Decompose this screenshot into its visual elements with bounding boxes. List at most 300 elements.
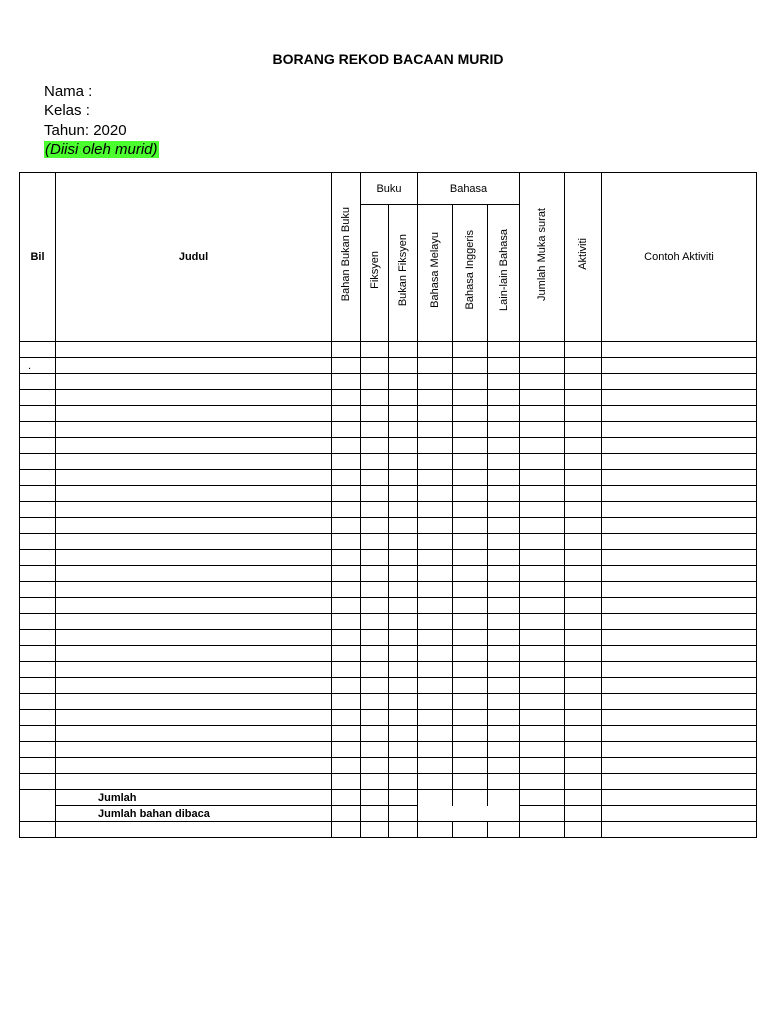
table-cell[interactable] <box>361 726 389 742</box>
table-cell[interactable] <box>602 662 757 678</box>
table-cell[interactable] <box>565 774 602 790</box>
table-cell[interactable] <box>453 678 488 694</box>
table-cell[interactable] <box>453 710 488 726</box>
table-cell[interactable] <box>56 358 332 374</box>
table-cell[interactable] <box>389 646 418 662</box>
table-cell[interactable] <box>361 806 389 822</box>
table-cell[interactable] <box>361 566 389 582</box>
table-cell[interactable] <box>418 342 453 358</box>
table-cell[interactable] <box>565 694 602 710</box>
table-cell[interactable] <box>389 598 418 614</box>
table-cell[interactable] <box>565 390 602 406</box>
table-cell[interactable] <box>56 374 332 390</box>
table-cell[interactable] <box>20 726 56 742</box>
table-cell[interactable] <box>520 454 565 470</box>
table-cell[interactable] <box>389 678 418 694</box>
table-cell[interactable] <box>520 822 565 838</box>
table-cell[interactable] <box>488 598 520 614</box>
table-cell[interactable] <box>488 454 520 470</box>
table-cell[interactable] <box>20 662 56 678</box>
table-cell[interactable] <box>488 742 520 758</box>
table-cell[interactable] <box>488 566 520 582</box>
table-cell[interactable] <box>20 678 56 694</box>
table-cell[interactable] <box>565 406 602 422</box>
table-cell[interactable] <box>20 406 56 422</box>
table-cell[interactable] <box>389 454 418 470</box>
table-cell[interactable] <box>565 630 602 646</box>
table-cell[interactable] <box>453 390 488 406</box>
table-cell[interactable] <box>389 742 418 758</box>
table-cell[interactable] <box>361 358 389 374</box>
table-cell[interactable] <box>20 502 56 518</box>
table-cell[interactable] <box>20 694 56 710</box>
table-cell[interactable] <box>488 342 520 358</box>
table-cell[interactable] <box>565 790 602 806</box>
table-cell[interactable] <box>56 502 332 518</box>
table-cell[interactable] <box>602 358 757 374</box>
table-cell[interactable] <box>488 406 520 422</box>
table-cell[interactable] <box>361 422 389 438</box>
table-cell[interactable] <box>418 534 453 550</box>
table-cell[interactable] <box>361 662 389 678</box>
table-cell[interactable] <box>565 646 602 662</box>
table-cell[interactable] <box>520 630 565 646</box>
table-cell[interactable] <box>453 566 488 582</box>
table-cell[interactable] <box>56 342 332 358</box>
table-cell[interactable] <box>488 774 520 790</box>
table-cell[interactable] <box>56 390 332 406</box>
table-cell[interactable] <box>565 598 602 614</box>
table-cell[interactable] <box>361 790 389 806</box>
table-cell[interactable] <box>418 710 453 726</box>
table-cell[interactable] <box>488 790 520 806</box>
table-cell[interactable] <box>56 534 332 550</box>
table-cell[interactable] <box>520 502 565 518</box>
table-cell[interactable] <box>418 374 453 390</box>
table-cell[interactable] <box>361 582 389 598</box>
table-cell[interactable] <box>602 566 757 582</box>
table-cell[interactable] <box>361 550 389 566</box>
table-cell[interactable] <box>332 486 361 502</box>
table-cell[interactable] <box>418 614 453 630</box>
table-cell[interactable] <box>20 822 56 838</box>
table-cell[interactable] <box>389 438 418 454</box>
table-cell[interactable] <box>565 502 602 518</box>
table-cell[interactable] <box>389 614 418 630</box>
table-cell[interactable] <box>418 630 453 646</box>
table-cell[interactable] <box>20 582 56 598</box>
table-cell[interactable] <box>332 502 361 518</box>
table-cell[interactable] <box>20 710 56 726</box>
table-cell[interactable] <box>361 598 389 614</box>
table-cell[interactable] <box>565 534 602 550</box>
table-cell[interactable] <box>565 758 602 774</box>
table-cell[interactable] <box>520 582 565 598</box>
table-cell[interactable] <box>389 822 418 838</box>
table-cell[interactable] <box>453 470 488 486</box>
table-cell[interactable] <box>20 614 56 630</box>
table-cell[interactable] <box>602 454 757 470</box>
table-cell[interactable] <box>565 822 602 838</box>
table-cell[interactable] <box>361 390 389 406</box>
table-cell[interactable] <box>520 550 565 566</box>
table-cell[interactable] <box>389 726 418 742</box>
table-cell[interactable] <box>56 822 332 838</box>
table-cell[interactable] <box>20 646 56 662</box>
table-cell[interactable] <box>389 694 418 710</box>
table-cell[interactable] <box>332 454 361 470</box>
table-cell[interactable] <box>602 790 757 806</box>
table-cell[interactable] <box>602 614 757 630</box>
table-cell[interactable] <box>418 518 453 534</box>
table-cell[interactable] <box>389 790 418 806</box>
table-cell[interactable] <box>520 726 565 742</box>
table-cell[interactable] <box>488 694 520 710</box>
table-cell[interactable] <box>56 486 332 502</box>
table-cell[interactable] <box>418 502 453 518</box>
table-cell[interactable] <box>389 550 418 566</box>
table-cell[interactable] <box>520 422 565 438</box>
table-cell[interactable] <box>453 438 488 454</box>
table-cell[interactable] <box>361 630 389 646</box>
table-cell[interactable] <box>453 582 488 598</box>
table-cell[interactable] <box>453 646 488 662</box>
table-cell[interactable] <box>453 342 488 358</box>
table-cell[interactable] <box>332 678 361 694</box>
table-cell[interactable] <box>520 534 565 550</box>
table-cell[interactable] <box>488 374 520 390</box>
table-cell[interactable] <box>418 646 453 662</box>
table-cell[interactable] <box>56 406 332 422</box>
table-cell[interactable] <box>418 390 453 406</box>
table-cell[interactable] <box>520 710 565 726</box>
table-cell[interactable] <box>453 662 488 678</box>
table-cell[interactable] <box>389 710 418 726</box>
table-cell[interactable] <box>20 486 56 502</box>
table-cell[interactable] <box>389 342 418 358</box>
table-cell[interactable] <box>602 470 757 486</box>
table-cell[interactable] <box>520 566 565 582</box>
table-cell[interactable] <box>332 758 361 774</box>
table-cell[interactable] <box>418 678 453 694</box>
table-cell[interactable] <box>520 390 565 406</box>
table-cell[interactable] <box>361 822 389 838</box>
table-cell[interactable] <box>361 406 389 422</box>
table-cell[interactable] <box>418 806 520 822</box>
table-cell[interactable] <box>361 710 389 726</box>
table-cell[interactable] <box>520 774 565 790</box>
table-cell[interactable] <box>418 758 453 774</box>
table-cell[interactable] <box>565 358 602 374</box>
table-cell[interactable] <box>56 422 332 438</box>
table-cell[interactable] <box>361 646 389 662</box>
table-cell[interactable] <box>20 454 56 470</box>
table-cell[interactable] <box>389 806 418 822</box>
table-cell[interactable] <box>565 678 602 694</box>
table-cell[interactable] <box>602 374 757 390</box>
table-cell[interactable] <box>20 598 56 614</box>
table-cell[interactable] <box>565 806 602 822</box>
table-cell[interactable] <box>565 422 602 438</box>
table-cell[interactable] <box>389 518 418 534</box>
table-cell[interactable] <box>20 550 56 566</box>
table-cell[interactable] <box>418 566 453 582</box>
table-cell[interactable] <box>488 726 520 742</box>
table-cell[interactable] <box>602 822 757 838</box>
table-cell[interactable] <box>520 358 565 374</box>
table-cell[interactable] <box>418 694 453 710</box>
table-cell[interactable] <box>20 374 56 390</box>
table-cell[interactable] <box>20 774 56 790</box>
table-cell[interactable] <box>389 406 418 422</box>
table-cell[interactable] <box>520 614 565 630</box>
table-cell[interactable] <box>602 598 757 614</box>
table-cell[interactable] <box>56 694 332 710</box>
table-cell[interactable] <box>488 710 520 726</box>
table-cell[interactable] <box>20 470 56 486</box>
table-cell[interactable] <box>56 582 332 598</box>
table-cell[interactable] <box>361 438 389 454</box>
table-cell[interactable] <box>332 790 361 806</box>
table-cell[interactable] <box>332 390 361 406</box>
table-cell[interactable] <box>361 534 389 550</box>
table-cell[interactable] <box>418 822 453 838</box>
table-cell[interactable] <box>488 678 520 694</box>
table-cell[interactable] <box>520 790 565 806</box>
table-cell[interactable] <box>361 342 389 358</box>
table-cell[interactable] <box>20 438 56 454</box>
table-cell[interactable] <box>453 822 488 838</box>
table-cell[interactable] <box>389 630 418 646</box>
table-cell[interactable] <box>520 518 565 534</box>
table-cell[interactable] <box>602 438 757 454</box>
table-cell[interactable] <box>602 678 757 694</box>
table-cell[interactable] <box>453 550 488 566</box>
table-cell[interactable] <box>332 534 361 550</box>
table-cell[interactable] <box>602 502 757 518</box>
table-cell[interactable] <box>418 470 453 486</box>
table-cell[interactable] <box>56 710 332 726</box>
table-cell[interactable] <box>453 694 488 710</box>
table-cell[interactable] <box>20 342 56 358</box>
table-cell[interactable] <box>453 454 488 470</box>
table-cell[interactable] <box>565 710 602 726</box>
table-cell[interactable] <box>520 662 565 678</box>
table-cell[interactable] <box>418 358 453 374</box>
table-cell[interactable] <box>418 662 453 678</box>
table-cell[interactable] <box>565 662 602 678</box>
table-cell[interactable] <box>389 534 418 550</box>
table-cell[interactable] <box>332 742 361 758</box>
table-cell[interactable] <box>332 582 361 598</box>
table-cell[interactable] <box>389 758 418 774</box>
table-cell[interactable] <box>453 726 488 742</box>
table-cell[interactable] <box>361 614 389 630</box>
table-cell[interactable] <box>56 742 332 758</box>
table-cell[interactable] <box>418 582 453 598</box>
table-cell[interactable] <box>418 422 453 438</box>
table-cell[interactable] <box>520 406 565 422</box>
table-cell[interactable] <box>565 742 602 758</box>
table-cell[interactable] <box>332 422 361 438</box>
table-cell[interactable] <box>332 822 361 838</box>
table-cell[interactable] <box>565 550 602 566</box>
table-cell[interactable] <box>565 374 602 390</box>
table-cell[interactable] <box>488 582 520 598</box>
table-cell[interactable] <box>332 342 361 358</box>
table-cell[interactable] <box>418 406 453 422</box>
table-cell[interactable] <box>56 598 332 614</box>
table-cell[interactable] <box>602 582 757 598</box>
table-cell[interactable] <box>389 774 418 790</box>
table-cell[interactable] <box>602 774 757 790</box>
table-cell[interactable] <box>389 662 418 678</box>
table-cell[interactable] <box>488 438 520 454</box>
table-cell[interactable] <box>389 582 418 598</box>
table-cell[interactable] <box>520 342 565 358</box>
table-cell[interactable] <box>332 598 361 614</box>
table-cell[interactable] <box>332 550 361 566</box>
table-cell[interactable] <box>361 774 389 790</box>
table-cell[interactable] <box>418 454 453 470</box>
table-cell[interactable] <box>361 694 389 710</box>
table-cell[interactable] <box>520 806 565 822</box>
table-cell[interactable] <box>488 502 520 518</box>
table-cell[interactable] <box>332 438 361 454</box>
table-cell[interactable] <box>389 502 418 518</box>
table-cell[interactable] <box>602 518 757 534</box>
table-cell[interactable] <box>56 550 332 566</box>
table-cell[interactable] <box>332 518 361 534</box>
table-cell[interactable] <box>20 518 56 534</box>
table-cell[interactable] <box>56 518 332 534</box>
table-cell[interactable] <box>488 646 520 662</box>
table-cell[interactable] <box>332 614 361 630</box>
table-cell[interactable] <box>602 550 757 566</box>
table-cell[interactable] <box>565 582 602 598</box>
table-cell[interactable] <box>361 486 389 502</box>
table-cell[interactable] <box>418 550 453 566</box>
table-cell[interactable] <box>20 390 56 406</box>
table-cell[interactable] <box>453 774 488 790</box>
table-cell[interactable] <box>389 470 418 486</box>
table-cell[interactable] <box>56 774 332 790</box>
table-cell[interactable] <box>488 358 520 374</box>
table-cell[interactable] <box>520 758 565 774</box>
table-cell[interactable] <box>520 678 565 694</box>
table-cell[interactable] <box>453 486 488 502</box>
table-cell[interactable] <box>602 742 757 758</box>
table-cell[interactable] <box>332 374 361 390</box>
table-cell[interactable] <box>565 726 602 742</box>
table-cell[interactable] <box>332 566 361 582</box>
table-cell[interactable] <box>332 710 361 726</box>
table-cell[interactable] <box>56 454 332 470</box>
table-cell[interactable] <box>520 694 565 710</box>
table-cell[interactable] <box>488 662 520 678</box>
table-cell[interactable] <box>56 614 332 630</box>
table-cell[interactable] <box>565 486 602 502</box>
table-cell[interactable] <box>418 486 453 502</box>
table-cell[interactable] <box>602 534 757 550</box>
table-cell[interactable] <box>602 486 757 502</box>
table-cell[interactable] <box>488 470 520 486</box>
table-cell[interactable] <box>332 470 361 486</box>
table-cell[interactable] <box>332 358 361 374</box>
table-cell[interactable] <box>389 566 418 582</box>
table-cell[interactable] <box>56 646 332 662</box>
table-cell[interactable] <box>453 358 488 374</box>
table-cell[interactable] <box>361 374 389 390</box>
table-cell[interactable] <box>332 646 361 662</box>
table-cell[interactable] <box>389 422 418 438</box>
table-cell[interactable] <box>520 470 565 486</box>
table-cell[interactable] <box>453 502 488 518</box>
table-cell[interactable] <box>361 502 389 518</box>
table-cell[interactable] <box>20 534 56 550</box>
table-cell[interactable] <box>418 742 453 758</box>
table-cell[interactable] <box>488 550 520 566</box>
table-cell[interactable] <box>520 486 565 502</box>
table-cell[interactable] <box>453 614 488 630</box>
table-cell[interactable] <box>520 374 565 390</box>
table-cell[interactable] <box>488 758 520 774</box>
table-cell[interactable] <box>20 742 56 758</box>
table-cell[interactable] <box>332 726 361 742</box>
table-cell[interactable] <box>453 630 488 646</box>
table-cell[interactable] <box>56 678 332 694</box>
table-cell[interactable] <box>602 758 757 774</box>
table-cell[interactable] <box>389 374 418 390</box>
table-cell[interactable] <box>332 406 361 422</box>
table-cell[interactable] <box>332 774 361 790</box>
table-cell[interactable] <box>332 662 361 678</box>
table-cell[interactable] <box>20 758 56 774</box>
table-cell[interactable] <box>520 598 565 614</box>
table-cell[interactable] <box>56 726 332 742</box>
table-cell[interactable] <box>602 342 757 358</box>
table-cell[interactable] <box>565 438 602 454</box>
table-cell[interactable] <box>565 470 602 486</box>
table-cell[interactable] <box>361 742 389 758</box>
table-cell[interactable] <box>453 598 488 614</box>
table-cell[interactable] <box>602 726 757 742</box>
table-cell[interactable] <box>20 422 56 438</box>
table-cell[interactable] <box>488 534 520 550</box>
table-cell[interactable] <box>565 454 602 470</box>
table-cell[interactable] <box>602 694 757 710</box>
table-cell[interactable] <box>488 614 520 630</box>
table-cell[interactable] <box>453 518 488 534</box>
table-cell[interactable] <box>602 422 757 438</box>
table-cell[interactable] <box>602 406 757 422</box>
table-cell[interactable] <box>418 726 453 742</box>
table-cell[interactable] <box>56 630 332 646</box>
table-cell[interactable] <box>453 742 488 758</box>
table-cell[interactable] <box>520 646 565 662</box>
table-cell[interactable] <box>361 678 389 694</box>
table-cell[interactable] <box>361 470 389 486</box>
table-cell[interactable] <box>565 518 602 534</box>
table-cell[interactable] <box>453 758 488 774</box>
table-cell[interactable] <box>488 486 520 502</box>
table-cell[interactable] <box>520 742 565 758</box>
table-cell[interactable] <box>488 630 520 646</box>
table-cell[interactable] <box>361 518 389 534</box>
table-cell[interactable] <box>565 566 602 582</box>
table-cell[interactable] <box>520 438 565 454</box>
table-cell[interactable] <box>488 422 520 438</box>
